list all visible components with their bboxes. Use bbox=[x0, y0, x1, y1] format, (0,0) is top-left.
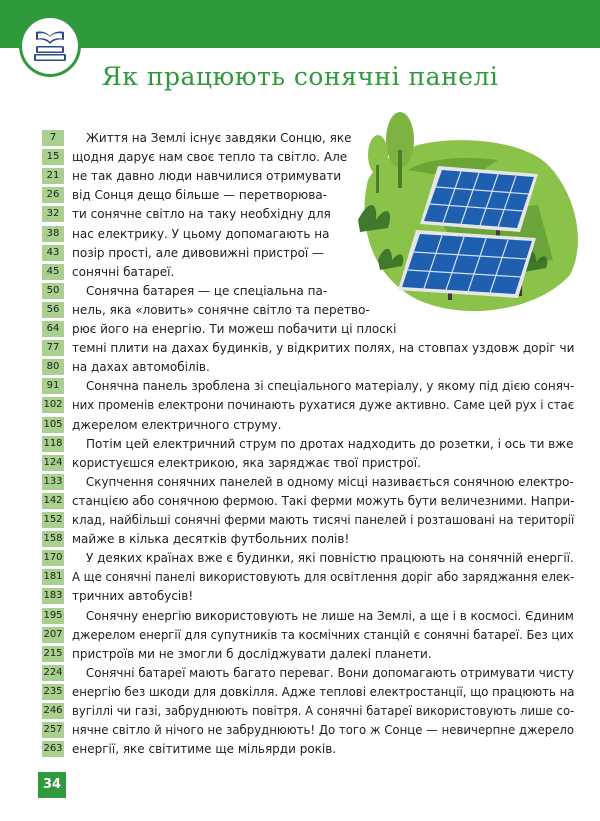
text-line: Сонячну енергію використовують не лише на Землі, а ще і в космосі. Єдиним bbox=[85, 609, 574, 623]
line-number: 45 bbox=[42, 264, 64, 280]
text-line: на дахах автомобілів. bbox=[72, 360, 210, 374]
text-line: позір прості, але дивовижні пристрої — bbox=[72, 246, 325, 260]
line-number: 80 bbox=[42, 359, 64, 375]
text-line: станцією або сонячною фермою. Такі ферми можуть бути величезними. Напри- bbox=[72, 494, 575, 508]
text-line: У деяких країнах вже є будинки, які повністю працюють на сонячній енергії. bbox=[85, 551, 574, 565]
text-line: пристроїв ми не змогли б досліджувати далекі планети. bbox=[72, 647, 432, 661]
line-number: 215 bbox=[42, 646, 64, 662]
line-number: 64 bbox=[42, 321, 64, 337]
line-number: 170 bbox=[42, 550, 64, 566]
line-number: 91 bbox=[42, 378, 64, 394]
text-line: енергію без шкоди для довкілля. Адже теплові електростанції, що працюють на bbox=[72, 685, 575, 699]
line-number: 15 bbox=[42, 149, 64, 165]
text-line: нячне світло й нічого не забруднюють! До того ж Сонце — невичерпне джерело bbox=[72, 723, 575, 737]
text-line: користуєшся електрикою, яка заряджає твої пристрої. bbox=[72, 456, 421, 470]
page-title: Як працюють сонячні панелі bbox=[101, 62, 499, 91]
text-line: майже в кілька десятків футбольних полів! bbox=[72, 532, 350, 546]
text-line: Сонячна панель зроблена зі спеціального матеріалу, у якому під дією соняч- bbox=[85, 379, 575, 393]
line-number: 152 bbox=[42, 512, 64, 528]
text-line: Потім цей електричний струм по дротах надходить до розетки, і ось ти вже bbox=[86, 437, 574, 451]
line-number: 38 bbox=[42, 226, 64, 242]
text-line: сонячні батареї. bbox=[72, 265, 175, 279]
line-number: 195 bbox=[42, 608, 64, 624]
text-line: джерелом енергії для супутників та космічних станцій є сонячні батареї. Без цих bbox=[72, 628, 574, 642]
text-line: темні плити на дахах будинків, у відкритих полях, на стовпах уздовж доріг чи bbox=[72, 341, 575, 355]
text-line: Сонячні батареї мають багато переваг. Вони допомагають отримувати чисту bbox=[85, 666, 575, 680]
text-line: джерелом електричного струму. bbox=[72, 418, 282, 432]
line-number: 257 bbox=[42, 722, 64, 738]
text-line: рює його на енергію. Ти можеш побачити ці плоскі bbox=[72, 322, 397, 336]
line-number: 142 bbox=[42, 493, 64, 509]
text-line: тричних автобусів! bbox=[72, 589, 194, 603]
text-line: Скупчення сонячних панелей в одному місці називається сонячною електро- bbox=[85, 475, 574, 489]
line-number: 32 bbox=[42, 206, 64, 222]
book-icon bbox=[32, 28, 68, 64]
text-line: щодня дарує нам своє тепло та світло. Але bbox=[72, 150, 348, 164]
line-number: 235 bbox=[42, 684, 64, 700]
line-number: 7 bbox=[42, 130, 64, 146]
line-number: 50 bbox=[42, 283, 64, 299]
line-number: 181 bbox=[42, 569, 64, 585]
line-number: 158 bbox=[42, 531, 64, 547]
text-line: ти сонячне світло на таку необхідну для bbox=[72, 207, 331, 221]
top-bar bbox=[0, 0, 600, 48]
line-number: 56 bbox=[42, 302, 64, 318]
text-line: А ще сонячні панелі використовують для освітлення доріг або заряджання елек- bbox=[72, 570, 575, 584]
text-line: них променів електрони починають рухатися дуже активно. Саме цей рух і стає bbox=[72, 398, 575, 412]
line-number: 133 bbox=[42, 474, 64, 490]
text-line: нель, яка «ловить» сонячне світло та перетво- bbox=[72, 303, 370, 317]
line-number: 21 bbox=[42, 168, 64, 184]
page-number: 34 bbox=[38, 772, 66, 798]
line-number: 43 bbox=[42, 245, 64, 261]
line-number: 105 bbox=[42, 417, 64, 433]
line-number: 207 bbox=[42, 627, 64, 643]
line-number: 124 bbox=[42, 455, 64, 471]
line-number: 263 bbox=[42, 741, 64, 757]
line-number: 118 bbox=[42, 436, 64, 452]
text-line: енергії, яке світитиме ще мільярди років. bbox=[72, 742, 337, 756]
line-number: 183 bbox=[42, 588, 64, 604]
text-line: вугіллі чи газі, забруднюють повітря. А сонячні батареї використовують лише со- bbox=[72, 704, 575, 718]
text-line: не так давно люди навчилися отримувати bbox=[72, 169, 342, 183]
text-line: Сонячна батарея — це спеціальна па- bbox=[86, 284, 328, 298]
line-number: 224 bbox=[42, 665, 64, 681]
solar-panels-illustration bbox=[348, 110, 580, 320]
line-number: 77 bbox=[42, 340, 64, 356]
line-number: 102 bbox=[42, 397, 64, 413]
line-number: 26 bbox=[42, 187, 64, 203]
text-line: нас електрику. У цьому допомагають на bbox=[72, 227, 330, 241]
line-number: 246 bbox=[42, 703, 64, 719]
text-line: від Сонця дещо більше — перетворюва- bbox=[72, 188, 327, 202]
text-line: Життя на Землі існує завдяки Сонцю, яке bbox=[86, 131, 352, 145]
text-line: клад, найбільші сонячні ферми мають тисячі панелей і розташовані на території bbox=[72, 513, 575, 527]
